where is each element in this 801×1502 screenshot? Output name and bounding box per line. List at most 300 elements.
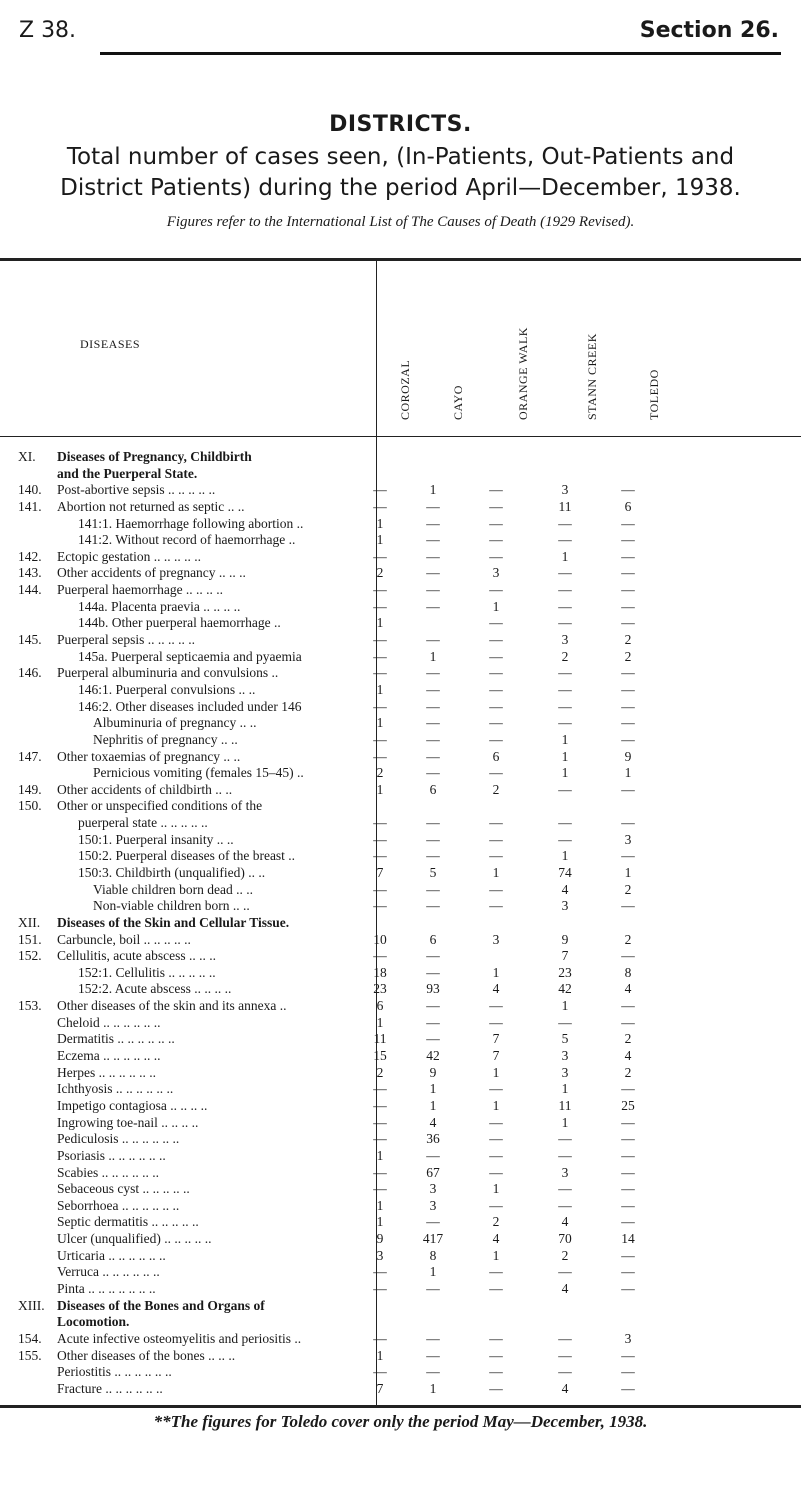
table-row <box>0 1214 801 1229</box>
table-row <box>0 1048 801 1063</box>
cell-toledo: — <box>621 615 635 631</box>
row-label: Carbuncle, boil .. .. .. .. .. <box>57 931 191 947</box>
row-number: 143. <box>18 565 42 581</box>
cell-stann-creek: 3 <box>561 482 569 498</box>
table-row <box>0 516 801 531</box>
table-row <box>0 1364 801 1379</box>
diseases-header: DISEASES <box>80 337 141 351</box>
table-top-rule <box>0 258 801 261</box>
title-line-2: District Patients) during the period April—December, 1938. <box>60 175 741 201</box>
cell-orange-walk: — <box>489 765 503 781</box>
row-number: 152. <box>18 948 42 964</box>
cell-stann-creek: 1 <box>561 748 569 764</box>
cell-cayo: — <box>426 1214 440 1230</box>
cell-stann-creek: 23 <box>558 964 572 980</box>
row-label: Other toxaemias of pregnancy .. .. <box>57 748 241 764</box>
row-number: XI. <box>18 449 36 464</box>
cell-cayo: — <box>426 748 440 764</box>
cell-corozal: 10 <box>373 931 387 947</box>
table-row <box>0 1131 801 1146</box>
cell-cayo: 5 <box>429 865 437 880</box>
cell-cayo: 36 <box>426 1131 440 1147</box>
row-label: Septic dermatitis .. .. .. .. .. <box>57 1214 199 1230</box>
table-row <box>0 915 801 930</box>
table-row <box>0 682 801 697</box>
cell-corozal: — <box>373 1131 387 1147</box>
cell-toledo: — <box>621 681 635 697</box>
cell-toledo: — <box>621 948 635 964</box>
row-label: Locomotion. <box>57 1314 130 1330</box>
cell-stann-creek: 4 <box>561 1214 569 1230</box>
cell-corozal: 1 <box>376 1014 384 1030</box>
column-header-toledo: TOLEDO <box>647 369 661 420</box>
cell-stann-creek: — <box>558 1330 572 1346</box>
cell-orange-walk: — <box>489 715 503 731</box>
row-label: Impetigo contagiosa .. .. .. .. <box>57 1097 208 1113</box>
cell-corozal: — <box>373 498 387 514</box>
cell-stann-creek: — <box>558 1181 572 1197</box>
cell-toledo: — <box>621 731 635 747</box>
cell-toledo: — <box>621 698 635 714</box>
cell-cayo: 1 <box>429 648 437 664</box>
table-row <box>0 599 801 614</box>
cell-toledo: — <box>621 1264 635 1280</box>
cell-stann-creek: 3 <box>561 898 569 914</box>
row-label: 150:3. Childbirth (unqualified) .. .. <box>78 865 266 880</box>
cell-orange-walk: 1 <box>492 1247 500 1263</box>
cell-toledo: — <box>621 598 635 614</box>
cell-cayo: — <box>426 698 440 714</box>
cell-corozal: — <box>373 1281 387 1296</box>
row-label: Abortion not returned as septic .. .. <box>57 498 245 514</box>
cell-cayo: — <box>426 815 440 831</box>
cell-corozal: — <box>373 548 387 564</box>
cell-toledo: 2 <box>624 881 632 897</box>
cell-toledo: — <box>621 532 635 548</box>
cell-corozal: 2 <box>376 1064 384 1080</box>
cell-corozal: — <box>373 1114 387 1130</box>
cell-corozal: 7 <box>376 1380 384 1396</box>
cell-corozal: — <box>373 582 387 598</box>
cell-corozal: — <box>373 731 387 747</box>
cell-cayo: 1 <box>429 1097 437 1113</box>
cell-stann-creek: 7 <box>561 948 569 964</box>
table-row <box>0 1165 801 1180</box>
cell-corozal: — <box>373 748 387 764</box>
cell-cayo: 67 <box>426 1164 440 1180</box>
cell-toledo: — <box>621 781 635 797</box>
row-label: Urticaria .. .. .. .. .. .. <box>57 1247 166 1263</box>
row-number: 151. <box>18 931 42 947</box>
cell-stann-creek: — <box>558 665 572 681</box>
cell-orange-walk: — <box>489 848 503 864</box>
cell-cayo: — <box>426 1330 440 1346</box>
row-label: 146:2. Other diseases included under 146 <box>78 698 302 714</box>
cell-stann-creek: — <box>558 1014 572 1030</box>
cell-toledo: — <box>621 815 635 831</box>
cell-toledo: — <box>621 482 635 498</box>
row-label: Eczema .. .. .. .. .. .. <box>57 1048 161 1064</box>
table-row <box>0 865 801 880</box>
cell-corozal: — <box>373 831 387 847</box>
table-row <box>0 1231 801 1246</box>
cell-corozal: — <box>373 648 387 664</box>
cell-toledo: — <box>621 582 635 598</box>
cell-orange-walk: 1 <box>492 1097 500 1113</box>
section-label: Section 26. <box>639 18 779 43</box>
row-label: Diseases of the Bones and Organs of <box>57 1297 265 1313</box>
row-label: 146:1. Puerperal convulsions .. .. <box>78 681 256 697</box>
cell-orange-walk: — <box>489 1264 503 1280</box>
row-label: Herpes .. .. .. .. .. .. <box>57 1064 156 1080</box>
cell-orange-walk: 2 <box>492 1214 500 1230</box>
table-row <box>0 715 801 730</box>
cell-orange-walk: — <box>489 898 503 914</box>
row-label: Scabies .. .. .. .. .. .. <box>57 1164 159 1180</box>
cell-stann-creek: 3 <box>561 1164 569 1180</box>
cell-toledo: 2 <box>624 648 632 664</box>
row-label: Diseases of Pregnancy, Childbirth <box>57 449 252 464</box>
table-row <box>0 948 801 963</box>
cell-toledo: 2 <box>624 1031 632 1047</box>
table-row <box>0 482 801 497</box>
cell-corozal: 1 <box>376 681 384 697</box>
cell-orange-walk: — <box>489 1081 503 1097</box>
row-label: 144a. Placenta praevia .. .. .. .. <box>78 598 241 614</box>
cell-toledo: — <box>621 1164 635 1180</box>
cell-orange-walk: — <box>489 1364 503 1380</box>
cell-toledo: — <box>621 1197 635 1213</box>
cell-orange-walk: 7 <box>492 1048 500 1064</box>
table-row <box>0 1248 801 1263</box>
row-label: Pediculosis .. .. .. .. .. .. <box>57 1131 180 1147</box>
table-row <box>0 549 801 564</box>
cell-corozal: — <box>373 1364 387 1380</box>
cell-toledo: 6 <box>624 498 632 514</box>
cell-corozal: 1 <box>376 532 384 548</box>
row-label: Albuminuria of pregnancy .. .. <box>93 715 257 731</box>
row-label: Sebaceous cyst .. .. .. .. .. <box>57 1181 190 1197</box>
table-row <box>0 932 801 947</box>
cell-orange-walk: 3 <box>492 931 500 947</box>
cell-orange-walk: — <box>489 698 503 714</box>
footnote: **The figures for Toledo cover only the period May—December, 1938. <box>153 1412 648 1431</box>
table-row <box>0 1348 801 1363</box>
row-label: Seborrhoea .. .. .. .. .. .. <box>57 1197 180 1213</box>
row-label: Ectopic gestation .. .. .. .. .. <box>57 548 201 564</box>
cell-stann-creek: — <box>558 532 572 548</box>
cell-cayo: — <box>426 964 440 980</box>
cell-cayo: — <box>426 548 440 564</box>
cell-corozal: 2 <box>376 565 384 581</box>
row-label: Nephritis of pregnancy .. .. <box>93 731 238 747</box>
table-row <box>0 1298 801 1313</box>
cell-stann-creek: 1 <box>561 998 569 1014</box>
row-label: 141:1. Haemorrhage following abortion .. <box>78 515 304 531</box>
cell-cayo: 417 <box>422 1231 444 1247</box>
cell-stann-creek: — <box>558 598 572 614</box>
cell-cayo: 1 <box>429 482 437 498</box>
table-row <box>0 1098 801 1113</box>
cell-orange-walk: 1 <box>492 1181 500 1197</box>
cell-corozal: 23 <box>373 981 387 997</box>
cell-orange-walk: 4 <box>492 981 500 997</box>
cell-cayo: — <box>426 515 440 531</box>
cell-corozal: — <box>373 1181 387 1197</box>
table-row <box>0 1031 801 1046</box>
cell-cayo: 3 <box>429 1181 437 1197</box>
cell-stann-creek: 1 <box>561 765 569 781</box>
cell-stann-creek: — <box>558 1197 572 1213</box>
cell-cayo: — <box>426 1147 440 1163</box>
cell-cayo: — <box>426 1014 440 1030</box>
cell-orange-walk: — <box>489 1131 503 1147</box>
table-row <box>0 965 801 980</box>
row-number: 153. <box>18 998 42 1014</box>
cell-stann-creek: — <box>558 831 572 847</box>
cell-toledo: 1 <box>624 865 632 880</box>
cell-stann-creek: 4 <box>561 1281 569 1296</box>
cell-stann-creek: — <box>558 1347 572 1363</box>
cell-corozal: 2 <box>376 765 384 781</box>
cell-toledo: 14 <box>621 1231 635 1247</box>
row-label: Non-viable children born .. .. <box>93 898 250 914</box>
row-label: Dermatitis .. .. .. .. .. .. <box>57 1031 175 1047</box>
table-row <box>0 981 801 996</box>
cell-cayo: 42 <box>426 1048 440 1064</box>
cell-cayo: — <box>426 565 440 581</box>
cell-toledo: 8 <box>624 964 632 980</box>
cell-cayo: — <box>426 1281 440 1296</box>
table-row <box>0 1065 801 1080</box>
cell-cayo: 8 <box>429 1247 437 1263</box>
row-label: 150:1. Puerperal insanity .. .. <box>78 831 234 847</box>
cell-stann-creek: — <box>558 582 572 598</box>
cell-cayo: — <box>426 1364 440 1380</box>
row-number: 141. <box>18 498 42 514</box>
row-label: Other accidents of pregnancy .. .. .. <box>57 565 246 581</box>
cell-stann-creek: 1 <box>561 1114 569 1130</box>
row-label: Verruca .. .. .. .. .. .. <box>57 1264 160 1280</box>
cell-orange-walk: — <box>489 831 503 847</box>
cell-corozal: — <box>373 1097 387 1113</box>
cell-corozal: — <box>373 815 387 831</box>
cell-toledo: — <box>621 1364 635 1380</box>
row-label: Diseases of the Skin and Cellular Tissue. <box>57 914 290 930</box>
table-row <box>0 1314 801 1329</box>
cell-corozal: — <box>373 881 387 897</box>
cell-orange-walk: — <box>489 498 503 514</box>
cell-corozal: — <box>373 898 387 914</box>
cell-cayo: 6 <box>429 781 437 797</box>
cell-corozal: — <box>373 848 387 864</box>
cell-toledo: — <box>621 998 635 1014</box>
row-label: Other accidents of childbirth .. .. <box>57 781 233 797</box>
cell-orange-walk: — <box>489 532 503 548</box>
cell-corozal: — <box>373 948 387 964</box>
cell-orange-walk: — <box>489 1164 503 1180</box>
row-label: and the Puerperal State. <box>57 465 198 481</box>
cell-corozal: — <box>373 632 387 648</box>
table-row <box>0 1281 801 1296</box>
cell-orange-walk: — <box>489 998 503 1014</box>
cell-stann-creek: 11 <box>558 498 572 514</box>
column-header-orange-walk: ORANGE WALK <box>516 327 530 420</box>
table-row <box>0 1081 801 1096</box>
cell-corozal: — <box>373 1164 387 1180</box>
cell-stann-creek: 4 <box>561 881 569 897</box>
cell-cayo: 4 <box>429 1114 437 1130</box>
table-row <box>0 649 801 664</box>
column-header-stann-creek: STANN CREEK <box>585 333 599 420</box>
cell-corozal: 11 <box>373 1031 387 1047</box>
cell-corozal: 1 <box>376 715 384 731</box>
row-label: Puerperal albuminuria and convulsions .. <box>57 665 279 681</box>
cell-cayo: — <box>426 848 440 864</box>
cell-cayo: — <box>426 532 440 548</box>
cell-stann-creek: — <box>558 615 572 631</box>
cell-stann-creek: — <box>558 781 572 797</box>
row-label: Viable children born dead .. .. <box>93 881 254 897</box>
cell-corozal: 1 <box>376 515 384 531</box>
cell-cayo: — <box>426 598 440 614</box>
cell-stann-creek: 1 <box>561 548 569 564</box>
header-bottom-rule <box>0 436 801 437</box>
cell-toledo: — <box>621 1181 635 1197</box>
column-header-corozal: COROZAL <box>398 359 412 420</box>
cell-orange-walk: — <box>489 632 503 648</box>
cell-stann-creek: 4 <box>561 1380 569 1396</box>
table-row <box>0 632 801 647</box>
table-row <box>0 1331 801 1346</box>
cell-orange-walk: — <box>489 1147 503 1163</box>
row-number: 140. <box>18 482 42 498</box>
cell-toledo: — <box>621 1281 635 1296</box>
title-line-1: Total number of cases seen, (In-Patients, Out-Patients and <box>66 144 735 170</box>
cell-stann-creek: — <box>558 515 572 531</box>
cell-toledo: — <box>621 1147 635 1163</box>
row-label: Periostitis .. .. .. .. .. .. <box>57 1364 172 1380</box>
cell-stann-creek: 74 <box>558 865 572 880</box>
row-label: Ingrowing toe-nail .. .. .. .. <box>57 1114 199 1130</box>
cell-orange-walk: — <box>489 582 503 598</box>
row-label: Puerperal haemorrhage .. .. .. .. <box>57 582 224 598</box>
cell-stann-creek: 3 <box>561 1064 569 1080</box>
cell-toledo: 2 <box>624 931 632 947</box>
cell-corozal: 1 <box>376 1214 384 1230</box>
row-label: Post-abortive sepsis .. .. .. .. .. <box>57 482 216 498</box>
cell-cayo: — <box>426 765 440 781</box>
row-label: Pernicious vomiting (females 15–45) .. <box>93 765 304 781</box>
cell-orange-walk: — <box>489 1197 503 1213</box>
table-row <box>0 582 801 597</box>
cell-cayo: — <box>426 998 440 1014</box>
table-row <box>0 749 801 764</box>
row-label: 144b. Other puerperal haemorrhage .. <box>78 615 281 631</box>
cell-cayo: — <box>426 1031 440 1047</box>
cell-toledo: — <box>621 1347 635 1363</box>
cell-corozal: 9 <box>376 1231 384 1247</box>
cell-stann-creek: — <box>558 681 572 697</box>
cell-toledo: — <box>621 565 635 581</box>
row-number: 154. <box>18 1330 42 1346</box>
cell-cayo: 1 <box>429 1081 437 1097</box>
cell-toledo: — <box>621 848 635 864</box>
cell-orange-walk: — <box>489 482 503 498</box>
cell-orange-walk: — <box>489 1281 503 1296</box>
cell-toledo: — <box>621 548 635 564</box>
cell-orange-walk: — <box>489 681 503 697</box>
cell-cayo: — <box>426 498 440 514</box>
cell-cayo: 3 <box>429 1197 437 1213</box>
row-label: Cheloid .. .. .. .. .. .. <box>57 1014 161 1030</box>
table-row <box>0 665 801 680</box>
cell-corozal: — <box>373 482 387 498</box>
cell-stann-creek: — <box>558 815 572 831</box>
top-rule <box>100 52 781 55</box>
cell-stann-creek: — <box>558 565 572 581</box>
cell-stann-creek: 70 <box>558 1231 572 1247</box>
cell-cayo: — <box>426 665 440 681</box>
cell-cayo: — <box>426 898 440 914</box>
cell-toledo: 9 <box>624 748 632 764</box>
table-row <box>0 798 801 813</box>
cell-toledo: — <box>621 1214 635 1230</box>
cell-stann-creek: 1 <box>561 848 569 864</box>
table-row <box>0 848 801 863</box>
cell-cayo: 1 <box>429 1380 437 1396</box>
cell-toledo: — <box>621 715 635 731</box>
table-bottom-rule <box>0 1405 801 1408</box>
table-row <box>0 815 801 830</box>
table-row <box>0 998 801 1013</box>
row-number: 155. <box>18 1347 42 1363</box>
cell-orange-walk: — <box>489 648 503 664</box>
row-label: puerperal state .. .. .. .. .. <box>78 815 208 831</box>
cell-orange-walk: 6 <box>492 748 500 764</box>
cell-toledo: 1 <box>624 765 632 781</box>
table-row <box>0 1181 801 1196</box>
cell-stann-creek: — <box>558 1264 572 1280</box>
table-row <box>0 699 801 714</box>
cell-toledo: 2 <box>624 632 632 648</box>
cell-orange-walk: 1 <box>492 598 500 614</box>
cell-corozal: — <box>373 598 387 614</box>
cell-corozal: 18 <box>373 964 387 980</box>
cell-toledo: — <box>621 1014 635 1030</box>
table-row <box>0 1015 801 1030</box>
cell-orange-walk: — <box>489 881 503 897</box>
cell-cayo: — <box>426 1347 440 1363</box>
cell-orange-walk: 2 <box>492 781 500 797</box>
row-number: 144. <box>18 582 42 598</box>
table-row <box>0 832 801 847</box>
cell-toledo: 4 <box>624 981 632 997</box>
cell-cayo: 6 <box>429 931 437 947</box>
cell-stann-creek: 3 <box>561 1048 569 1064</box>
row-label: Puerperal sepsis .. .. .. .. .. <box>57 632 195 648</box>
row-number: 142. <box>18 548 42 564</box>
row-label: 150:2. Puerperal diseases of the breast .. <box>78 848 296 864</box>
cell-corozal: 6 <box>376 998 384 1014</box>
cell-corozal: 1 <box>376 615 384 631</box>
table-row <box>0 466 801 481</box>
cell-orange-walk: — <box>489 515 503 531</box>
table-row <box>0 1264 801 1279</box>
cell-toledo: — <box>621 1081 635 1097</box>
cell-cayo: — <box>426 831 440 847</box>
table-row <box>0 1381 801 1396</box>
